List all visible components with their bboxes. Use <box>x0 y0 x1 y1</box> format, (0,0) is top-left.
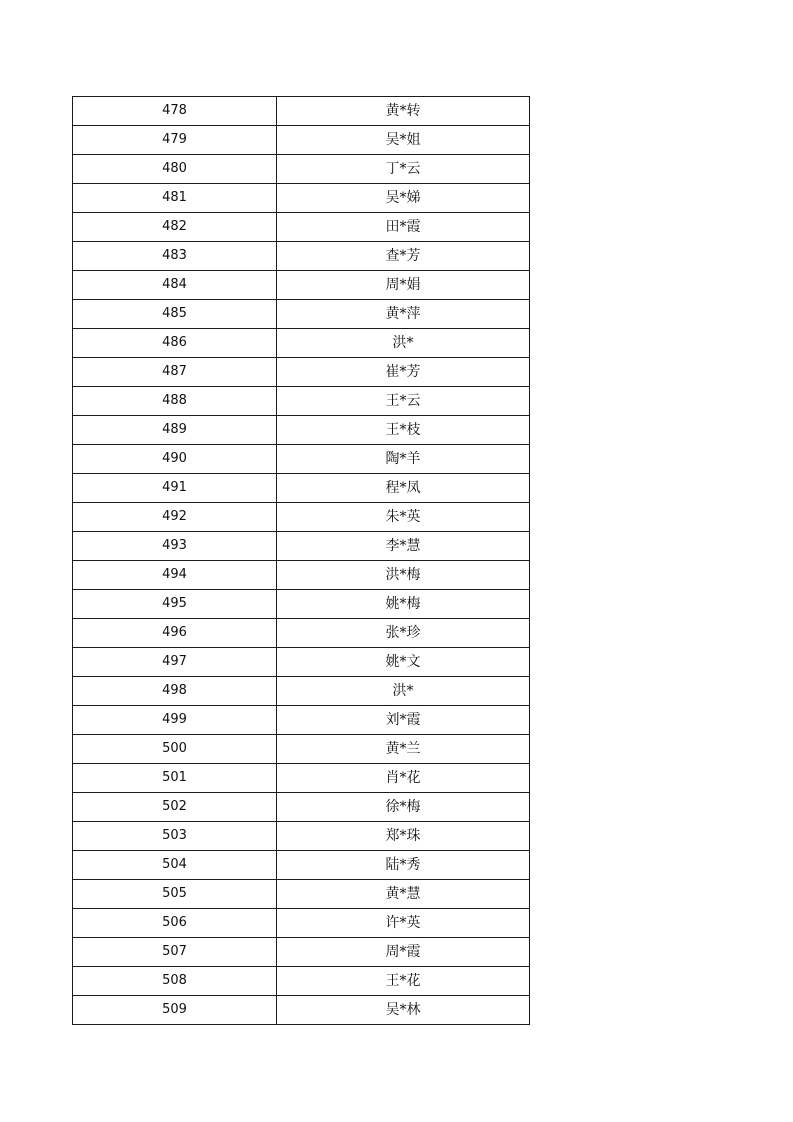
masked-name-cell: 查*芳 <box>277 242 530 271</box>
masked-name-cell: 姚*文 <box>277 648 530 677</box>
table-row <box>73 532 530 561</box>
row-number-cell: 479 <box>73 126 277 155</box>
table-row <box>73 706 530 735</box>
row-number-cell: 509 <box>73 996 277 1025</box>
masked-name-cell: 陶*羊 <box>277 445 530 474</box>
masked-name-cell: 姚*梅 <box>277 590 530 619</box>
masked-name-cell: 刘*霞 <box>277 706 530 735</box>
table-row <box>73 242 530 271</box>
row-number-cell: 508 <box>73 967 277 996</box>
table-row <box>73 677 530 706</box>
row-number-cell: 507 <box>73 938 277 967</box>
table-row <box>73 271 530 300</box>
masked-name-cell: 崔*芳 <box>277 358 530 387</box>
table-row <box>73 648 530 677</box>
table-row <box>73 851 530 880</box>
masked-name-cell: 周*娟 <box>277 271 530 300</box>
row-number-cell: 503 <box>73 822 277 851</box>
row-number-cell: 500 <box>73 735 277 764</box>
table-row <box>73 358 530 387</box>
masked-name-cell: 许*英 <box>277 909 530 938</box>
masked-name-cell: 王*云 <box>277 387 530 416</box>
row-number-cell: 490 <box>73 445 277 474</box>
row-number-cell: 488 <box>73 387 277 416</box>
masked-name-cell: 周*霞 <box>277 938 530 967</box>
masked-name-cell: 徐*梅 <box>277 793 530 822</box>
row-number-cell: 498 <box>73 677 277 706</box>
masked-name-cell: 黄*萍 <box>277 300 530 329</box>
row-number-cell: 481 <box>73 184 277 213</box>
table-row <box>73 300 530 329</box>
table-row <box>73 416 530 445</box>
masked-name-cell: 王*枝 <box>277 416 530 445</box>
row-number-cell: 478 <box>73 97 277 126</box>
row-number-cell: 504 <box>73 851 277 880</box>
row-number-cell: 497 <box>73 648 277 677</box>
table-row <box>73 938 530 967</box>
table-row <box>73 590 530 619</box>
masked-name-cell: 张*珍 <box>277 619 530 648</box>
table-row <box>73 126 530 155</box>
table-row <box>73 97 530 126</box>
masked-name-cell: 黄*慧 <box>277 880 530 909</box>
table-row <box>73 793 530 822</box>
table-row <box>73 387 530 416</box>
row-number-cell: 493 <box>73 532 277 561</box>
row-number-cell: 502 <box>73 793 277 822</box>
row-number-cell: 482 <box>73 213 277 242</box>
masked-name-cell: 朱*英 <box>277 503 530 532</box>
row-number-cell: 501 <box>73 764 277 793</box>
row-number-cell: 491 <box>73 474 277 503</box>
row-number-cell: 485 <box>73 300 277 329</box>
row-number-cell: 487 <box>73 358 277 387</box>
masked-name-cell: 吴*娣 <box>277 184 530 213</box>
masked-name-cell: 吴*林 <box>277 996 530 1025</box>
row-number-cell: 505 <box>73 880 277 909</box>
table-row <box>73 822 530 851</box>
masked-name-cell: 吴*姐 <box>277 126 530 155</box>
table-row <box>73 445 530 474</box>
row-number-cell: 506 <box>73 909 277 938</box>
table-body <box>73 97 530 1025</box>
table-row <box>73 503 530 532</box>
table-row <box>73 155 530 184</box>
row-number-cell: 480 <box>73 155 277 184</box>
masked-name-cell: 洪*梅 <box>277 561 530 590</box>
row-number-cell: 484 <box>73 271 277 300</box>
masked-name-cell: 王*花 <box>277 967 530 996</box>
masked-name-cell: 洪* <box>277 329 530 358</box>
masked-name-cell: 肖*花 <box>277 764 530 793</box>
table-row <box>73 735 530 764</box>
masked-name-cell: 郑*珠 <box>277 822 530 851</box>
row-number-cell: 495 <box>73 590 277 619</box>
masked-name-cell: 黄*转 <box>277 97 530 126</box>
masked-name-cell: 陆*秀 <box>277 851 530 880</box>
table-row <box>73 909 530 938</box>
table-row <box>73 619 530 648</box>
masked-name-cell: 李*慧 <box>277 532 530 561</box>
masked-name-cell: 黄*兰 <box>277 735 530 764</box>
row-number-cell: 492 <box>73 503 277 532</box>
table-row <box>73 184 530 213</box>
row-number-cell: 496 <box>73 619 277 648</box>
table-row <box>73 880 530 909</box>
table-row <box>73 213 530 242</box>
masked-name-cell: 田*霞 <box>277 213 530 242</box>
masked-name-cell: 程*凤 <box>277 474 530 503</box>
row-number-cell: 494 <box>73 561 277 590</box>
row-number-cell: 483 <box>73 242 277 271</box>
masked-name-cell: 洪* <box>277 677 530 706</box>
table-row <box>73 329 530 358</box>
table-row <box>73 996 530 1025</box>
row-number-cell: 499 <box>73 706 277 735</box>
row-number-cell: 489 <box>73 416 277 445</box>
row-number-cell: 486 <box>73 329 277 358</box>
table-row <box>73 474 530 503</box>
table-row <box>73 764 530 793</box>
masked-name-cell: 丁*云 <box>277 155 530 184</box>
table-row <box>73 561 530 590</box>
table-row <box>73 967 530 996</box>
name-list-table <box>72 96 530 1025</box>
